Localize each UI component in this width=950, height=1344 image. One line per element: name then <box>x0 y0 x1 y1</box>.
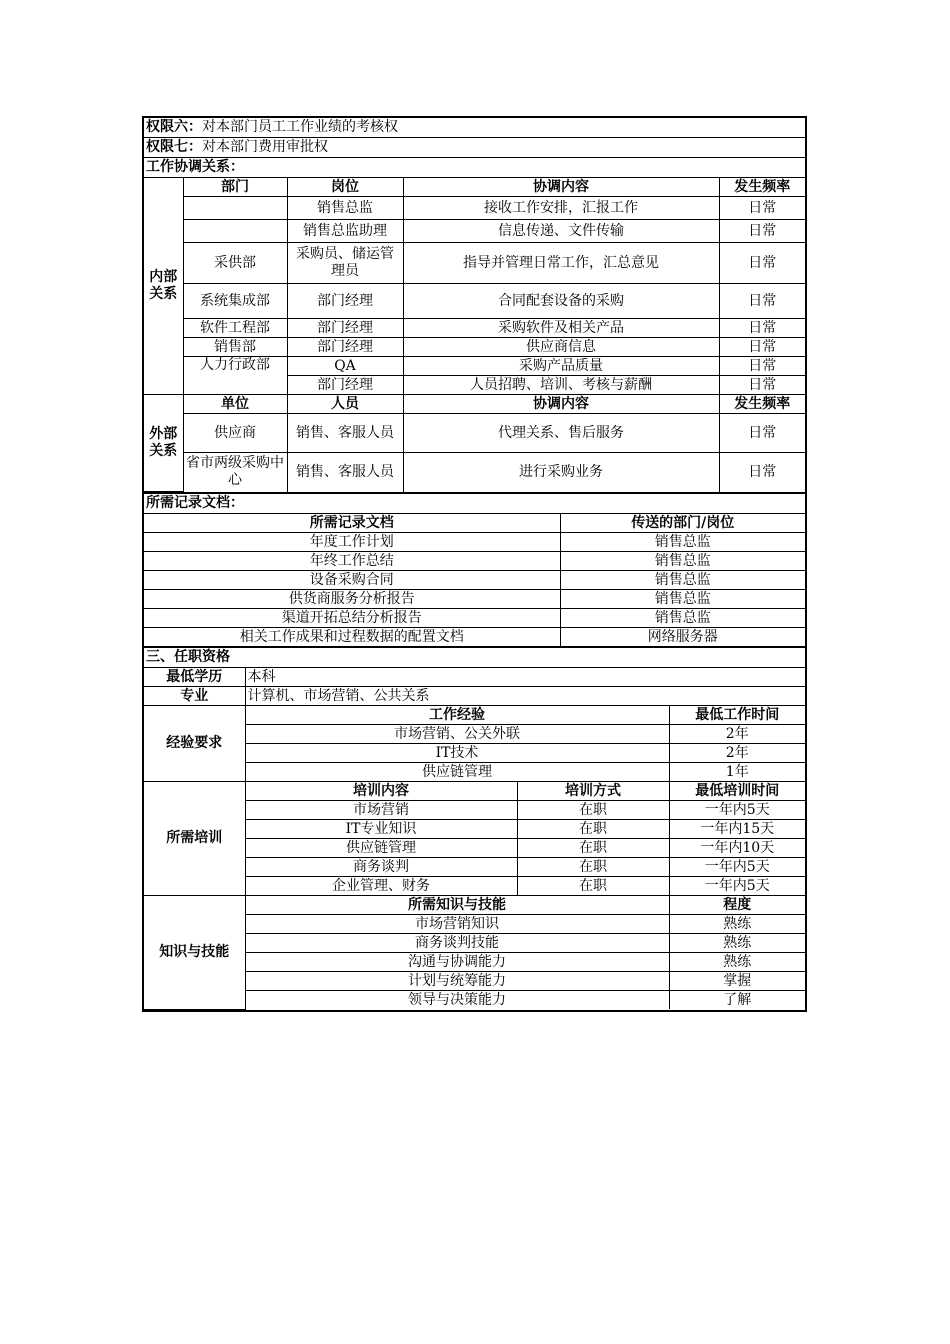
training-header-content: 培训内容 <box>245 782 517 801</box>
record-dest: 销售总监 <box>560 609 805 628</box>
internal-freq: 日常 <box>719 197 805 220</box>
training-label: 所需培训 <box>144 782 245 896</box>
training-method: 在职 <box>517 877 669 896</box>
internal-content: 人员招聘、培训、考核与薪酬 <box>403 376 719 395</box>
external-person: 销售、客服人员 <box>287 414 403 453</box>
skills-header-level: 程度 <box>669 896 805 915</box>
qualification-section <box>144 648 805 1010</box>
training-content: 商务谈判 <box>245 858 517 877</box>
experience-item: IT技术 <box>245 744 669 763</box>
internal-relation-label <box>144 178 183 395</box>
record-doc: 相关工作成果和过程数据的配置文档 <box>144 628 560 647</box>
record-dest: 网络服务器 <box>560 628 805 647</box>
internal-post: 部门经理 <box>287 376 403 395</box>
internal-post: 销售总监 <box>287 197 403 220</box>
job-description-sheet <box>142 116 807 1012</box>
record-doc: 供货商服务分析报告 <box>144 590 560 609</box>
internal-content: 采购软件及相关产品 <box>403 319 719 338</box>
external-unit: 供应商 <box>183 414 287 453</box>
internal-post: 部门经理 <box>287 319 403 338</box>
records-title-line <box>144 494 805 514</box>
internal-post: QA <box>287 357 403 376</box>
internal-freq: 日常 <box>719 338 805 357</box>
experience-item: 供应链管理 <box>245 763 669 782</box>
internal-freq: 日常 <box>719 357 805 376</box>
major-value: 计算机、市场营销、公共关系 <box>245 687 805 706</box>
record-dest: 销售总监 <box>560 533 805 552</box>
internal-content: 指导并管理日常工作，汇总意见 <box>403 243 719 284</box>
internal-post: 采购员、储运管理员 <box>287 243 403 284</box>
training-method: 在职 <box>517 839 669 858</box>
experience-time: 1年 <box>669 763 805 782</box>
training-header-time: 最低培训时间 <box>669 782 805 801</box>
records-header-doc: 所需记录文档 <box>144 514 560 533</box>
external-freq: 日常 <box>719 414 805 453</box>
skill-item: 商务谈判技能 <box>245 934 669 953</box>
record-dest: 销售总监 <box>560 571 805 590</box>
internal-content: 供应商信息 <box>403 338 719 357</box>
internal-dept: 销售部 <box>183 338 287 357</box>
external-content: 代理关系、售后服务 <box>403 414 719 453</box>
training-content: 市场营销 <box>245 801 517 820</box>
internal-dept <box>183 197 287 220</box>
skill-level: 熟练 <box>669 915 805 934</box>
skill-level: 熟练 <box>669 953 805 972</box>
training-time: 一年内10天 <box>669 839 805 858</box>
external-content: 进行采购业务 <box>403 453 719 492</box>
experience-header-item: 工作经验 <box>245 706 669 725</box>
coordination-title: 工作协调关系： <box>146 159 244 175</box>
authority-six-line <box>144 118 805 138</box>
education-label: 最低学历 <box>144 668 245 687</box>
qualification-title: 三、任职资格 <box>146 649 230 665</box>
internal-content: 接收工作安排，汇报工作 <box>403 197 719 220</box>
internal-dept: 软件工程部 <box>183 319 287 338</box>
external-label-line2: 关系 <box>149 443 178 459</box>
experience-label: 经验要求 <box>144 706 245 782</box>
authority-seven-line <box>144 138 805 158</box>
internal-dept: 采供部 <box>183 243 287 284</box>
external-label-line1: 外部 <box>149 426 178 442</box>
external-unit: 省市两级采购中心 <box>183 453 287 492</box>
internal-freq: 日常 <box>719 220 805 243</box>
internal-header-content: 协调内容 <box>403 178 719 197</box>
external-person: 销售、客服人员 <box>287 453 403 492</box>
internal-freq: 日常 <box>719 376 805 395</box>
skills-header-skill: 所需知识与技能 <box>245 896 669 915</box>
internal-post: 部门经理 <box>287 338 403 357</box>
internal-content: 信息传递、文件传输 <box>403 220 719 243</box>
training-time: 一年内5天 <box>669 858 805 877</box>
records-section <box>144 494 805 648</box>
skill-level: 熟练 <box>669 934 805 953</box>
experience-time: 2年 <box>669 744 805 763</box>
internal-post: 销售总监助理 <box>287 220 403 243</box>
skill-item: 领导与决策能力 <box>245 991 669 1010</box>
internal-dept: 人力行政部 <box>183 357 287 395</box>
record-doc: 年度工作计划 <box>144 533 560 552</box>
coordination-table <box>144 178 805 492</box>
internal-label-line2: 关系 <box>149 286 178 302</box>
coordination-section <box>144 118 805 494</box>
internal-header-dept: 部门 <box>183 178 287 197</box>
records-table <box>144 514 805 646</box>
record-dest: 销售总监 <box>560 590 805 609</box>
training-time: 一年内5天 <box>669 801 805 820</box>
external-freq: 日常 <box>719 453 805 492</box>
skills-label: 知识与技能 <box>144 896 245 1010</box>
training-method: 在职 <box>517 858 669 877</box>
internal-header-post: 岗位 <box>287 178 403 197</box>
major-label: 专业 <box>144 687 245 706</box>
record-doc: 年终工作总结 <box>144 552 560 571</box>
coordination-title-line <box>144 158 805 178</box>
authority-six-text: 对本部门员工工作业绩的考核权 <box>202 119 398 135</box>
qualification-table <box>144 668 805 1010</box>
authority-seven-label: 权限七： <box>146 139 202 155</box>
education-value: 本科 <box>245 668 805 687</box>
qualification-title-line <box>144 648 805 668</box>
internal-content: 采购产品质量 <box>403 357 719 376</box>
records-title: 所需记录文档： <box>146 495 244 511</box>
authority-six-label: 权限六： <box>146 119 202 135</box>
record-doc: 设备采购合同 <box>144 571 560 590</box>
record-doc: 渠道开拓总结分析报告 <box>144 609 560 628</box>
internal-freq: 日常 <box>719 284 805 319</box>
internal-header-freq: 发生频率 <box>719 178 805 197</box>
training-content: 供应链管理 <box>245 839 517 858</box>
training-content: 企业管理、财务 <box>245 877 517 896</box>
training-header-method: 培训方式 <box>517 782 669 801</box>
experience-time: 2年 <box>669 725 805 744</box>
internal-freq: 日常 <box>719 319 805 338</box>
training-time: 一年内5天 <box>669 877 805 896</box>
internal-post: 部门经理 <box>287 284 403 319</box>
external-relation-label <box>144 395 183 492</box>
external-header-freq: 发生频率 <box>719 395 805 414</box>
internal-dept <box>183 220 287 243</box>
internal-label-line1: 内部 <box>149 269 178 285</box>
internal-content: 合同配套设备的采购 <box>403 284 719 319</box>
skill-item: 沟通与协调能力 <box>245 953 669 972</box>
external-header-content: 协调内容 <box>403 395 719 414</box>
internal-dept: 系统集成部 <box>183 284 287 319</box>
record-dest: 销售总监 <box>560 552 805 571</box>
training-time: 一年内15天 <box>669 820 805 839</box>
skill-item: 市场营销知识 <box>245 915 669 934</box>
experience-header-time: 最低工作时间 <box>669 706 805 725</box>
training-method: 在职 <box>517 820 669 839</box>
external-header-unit: 单位 <box>183 395 287 414</box>
training-method: 在职 <box>517 801 669 820</box>
skill-level: 了解 <box>669 991 805 1010</box>
records-header-dest: 传送的部门/岗位 <box>560 514 805 533</box>
skill-level: 掌握 <box>669 972 805 991</box>
authority-seven-text: 对本部门费用审批权 <box>202 139 328 155</box>
experience-item: 市场营销、公关外联 <box>245 725 669 744</box>
external-header-person: 人员 <box>287 395 403 414</box>
skill-item: 计划与统筹能力 <box>245 972 669 991</box>
training-content: IT专业知识 <box>245 820 517 839</box>
internal-freq: 日常 <box>719 243 805 284</box>
